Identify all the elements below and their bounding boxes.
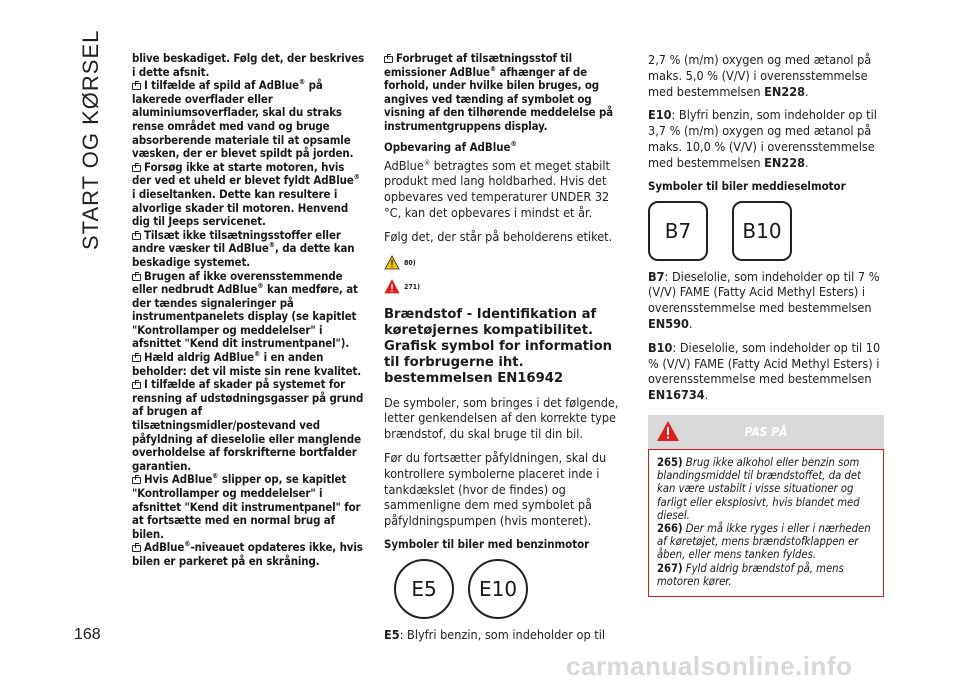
consumption-note: Forbruget af tilsætningsstof til emissioner AdBlue® afhænger af de forhold, under hvilke bilen bruges, og angives ved tænding af symbolet og visning af den tilhørende meddelelse på instrumentgruppens display. (384, 51, 613, 133)
note-paragraph: I tilfælde af skader på systemet for rensning af udstødningsgasser på grund af brugen af tilsætningsmidler/postevand ved påfyldning af dieselolie eller manglende overholdelse af forskrifterne bortfalder garantien. (132, 377, 364, 473)
section-heading: Brændstof - Identifikation af køretøjernes kompatibilitet. Grafisk symbol for information til forbrugerne iht. bestemmelsen EN16942 (384, 306, 613, 386)
book-icon (132, 382, 141, 389)
b7-description: B7: Dieselolie, som indeholder op til 7 % (V/V) FAME (Fatty Acid Methyl Esters) i overensstemmelse med bestemmelsen EN590. (648, 268, 880, 331)
petrol-heading: Symboler til biler med benzinmotor (384, 536, 590, 551)
column-3 (648, 52, 884, 597)
caution-triangle-icon (656, 420, 680, 442)
e5-description-cont: 2,7 % (m/m) oxygen og med ætanol på maks. 5,0 % (V/V) i overensstemmelse med bestemmelsen EN228. (648, 52, 872, 99)
caution-item: 265) Brug ikke alkohol eller benzin som blandingsmiddel til brændstoffet, da det kan være ustabilt i visse situationer og farligt eller eksplosivt, hvis blandet med diesel. (657, 455, 861, 522)
note-paragraph: AdBlue®-niveauet opdateres ikke, hvis bilen er parkeret på en skråning. (132, 540, 363, 568)
diesel-heading: Symboler til biler meddieselmotor (648, 178, 846, 193)
book-icon (132, 355, 141, 362)
note-paragraph: Brugen af ikke overensstemmende eller nedbrudt AdBlue® kan medføre, at der tændes signaleringer på instrumentpanelets display (se kapitlet "Kontrollamper og meddelelser" i afsnittet "Kend dit instrumentpanel"). (132, 268, 358, 351)
petrol-symbols (394, 559, 624, 619)
e10-symbol: E10 (468, 559, 528, 619)
caution-box (648, 449, 884, 597)
book-icon (132, 83, 141, 90)
e10-description: E10: Blyfri benzin, som indeholder op til 3,7 % (m/m) oxygen og med ætanol på maks. 10,0 % (V/V) i overensstemmelse med bestemmelsen EN228. (648, 107, 877, 170)
note-paragraph: Hæld aldrig AdBlue® i en anden beholder: det vil miste sin rene kvalitet. (132, 350, 362, 378)
chapter-title: START OG KØRSEL (78, 29, 103, 250)
column-2 (384, 52, 624, 651)
storage-text: AdBlue® betragtes som et meget stabilt produkt med lang holdbarhed. Hvis det opbevares ved temperaturer UNDER 32 °C, kan det opbevares i mindst et år. (384, 157, 610, 220)
book-icon (132, 545, 141, 552)
b10-description: B10: Dieselolie, som indeholder op til 10 % (V/V) FAME (Fatty Acid Methyl Esters) i overensstemmelse med bestemmelsen EN16734. (648, 339, 881, 403)
e5-description: E5: Blyfri benzin, som indeholder op til (384, 626, 605, 642)
page-number: 168 (74, 626, 101, 643)
column-1 (132, 52, 366, 569)
caution-item: 266) Der må ikke ryges i eller i nærheden af køretøjet, mens brændstofklappen er åben, eller mens tanken fyldes. (657, 521, 871, 562)
book-icon (132, 165, 141, 172)
warning-triangle-icon (384, 255, 400, 271)
e5-symbol: E5 (394, 559, 454, 619)
warning-ref-271: 271) (384, 277, 624, 297)
caution-item: 267) Fyld aldrig brændstof på, mens motoren kører. (657, 561, 844, 588)
warning-ref-80: 80) (384, 253, 624, 273)
diesel-symbols (648, 201, 884, 261)
label-text: Følg det, der står på beholderens etiket. (384, 228, 613, 244)
note-paragraph: Forsøg ikke at starte motoren, hvis der ved et uheld er blevet fyldt AdBlue® i dieseltanken. Dette kan resultere i alvorlige skader til motoren. Henvend dig til Jeeps servicenet. (132, 159, 360, 229)
storage-heading: Opbevaring af AdBlue® (384, 139, 517, 154)
b10-symbol: B10 (732, 201, 792, 261)
note-paragraph: Hvis AdBlue® slipper op, se kapitlet "Kontrollamper og meddelelser" i afsnittet "Kend dit instrumentpanel" for at fortsætte med en normal brug af bilen. (132, 472, 361, 541)
caution-header: PAS PÅ (648, 415, 884, 449)
note-paragraph: Tilsæt ikke tilsætningsstoffer eller andre væsker til AdBlue®, da dette kan beskadige systemet. (132, 227, 355, 269)
watermark: carmanualsonline.info (566, 651, 853, 681)
book-icon (384, 56, 393, 63)
book-icon (132, 233, 141, 240)
book-icon (132, 274, 141, 281)
note-paragraph: I tilfælde af spild af AdBlue® på lakerede overflader eller aluminiumsoverflader, skal du straks rense området med vand og bruge absorberende materiale til at opsamle væsken, der er blevet spildt på jorden. (132, 78, 354, 161)
section-text-2: Før du fortsætter påfyldningen, skal du kontrollere symbolerne placeret inde i tankdækslet (hvor de findes) og sammenligne dem med symbolet på påfyldningspumpen (hvis monteret). (384, 449, 607, 529)
section-text-1: De symboler, som bringes i det følgende, letter genkendelsen af den korrekte type brændstof, du skal bruge til din bil. (384, 394, 619, 442)
b7-symbol: B7 (648, 201, 708, 261)
note-paragraph: blive beskadiget. Følg det, der beskrives i dette afsnit. (132, 51, 365, 79)
caution-triangle-icon (384, 279, 400, 295)
book-icon (132, 477, 141, 484)
